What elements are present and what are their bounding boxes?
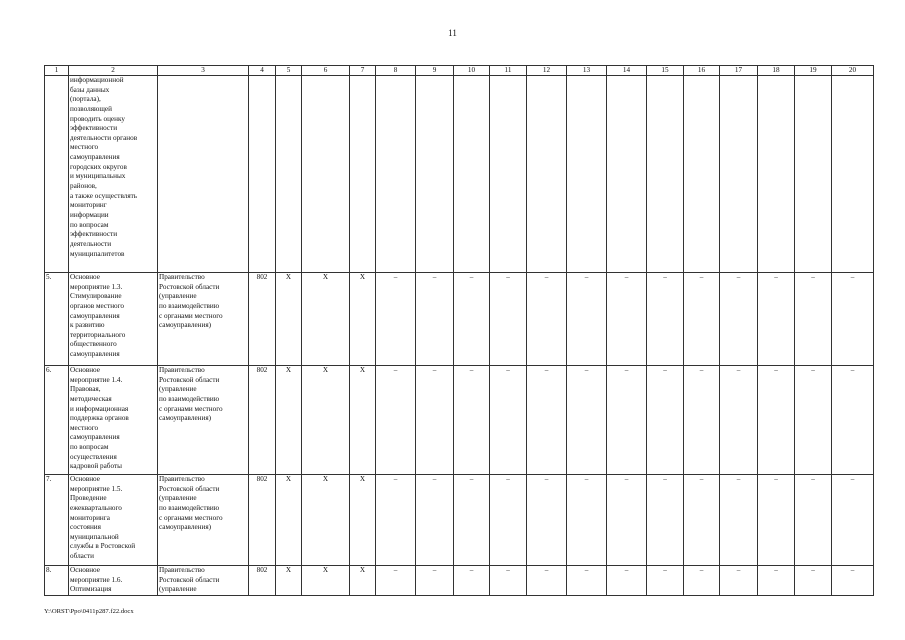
table-cell: – bbox=[647, 366, 684, 475]
table-cell bbox=[158, 76, 249, 273]
table-cell: – bbox=[647, 475, 684, 566]
header-row bbox=[45, 66, 874, 76]
header-cell: 4 bbox=[249, 66, 276, 76]
table-cell: информационной базы данных (портала), позволяющей проводить оценку эффективности деятельности органов местного самоуправления городских округов и муниципальных районов, а также осуществлять мониторинг информации по вопросам эффективности деятельности муниципалитетов bbox=[69, 76, 158, 273]
table-cell: – bbox=[607, 366, 647, 475]
header-cell: 17 bbox=[720, 66, 758, 76]
table-cell bbox=[376, 76, 416, 273]
table-cell: – bbox=[567, 273, 607, 366]
table-cell: Правительство Ростовской области (управление по взаимодействию с органами местного самоуправления) bbox=[158, 273, 249, 366]
table-row bbox=[45, 475, 874, 566]
table-cell: – bbox=[684, 475, 720, 566]
table-cell: – bbox=[758, 273, 795, 366]
table-cell: X bbox=[302, 566, 350, 596]
table-cell: – bbox=[607, 566, 647, 596]
table-cell: – bbox=[720, 475, 758, 566]
table-cell: – bbox=[490, 273, 527, 366]
table-cell: – bbox=[567, 566, 607, 596]
table-cell: 7. bbox=[45, 475, 69, 566]
table-cell bbox=[758, 76, 795, 273]
header-cell: 16 bbox=[684, 66, 720, 76]
header-cell: 10 bbox=[454, 66, 490, 76]
table-cell bbox=[795, 76, 832, 273]
table-cell: X bbox=[276, 475, 302, 566]
table-row bbox=[45, 273, 874, 366]
header-cell: 6 bbox=[302, 66, 350, 76]
table-cell: – bbox=[758, 475, 795, 566]
table-cell: X bbox=[350, 566, 376, 596]
table-cell bbox=[249, 76, 276, 273]
table-cell: – bbox=[527, 273, 567, 366]
header-cell: 18 bbox=[758, 66, 795, 76]
table-cell: – bbox=[376, 273, 416, 366]
table-cell bbox=[684, 76, 720, 273]
header-cell: 9 bbox=[416, 66, 454, 76]
header-cell: 19 bbox=[795, 66, 832, 76]
table-cell: – bbox=[758, 566, 795, 596]
table-cell: – bbox=[795, 475, 832, 566]
table-cell bbox=[302, 76, 350, 273]
header-cell: 12 bbox=[527, 66, 567, 76]
table-cell: – bbox=[416, 566, 454, 596]
table-cell bbox=[832, 76, 874, 273]
table-cell: – bbox=[527, 566, 567, 596]
header-cell: 7 bbox=[350, 66, 376, 76]
table-cell: 802 bbox=[249, 366, 276, 475]
table-cell: – bbox=[454, 566, 490, 596]
table-cell: 8. bbox=[45, 566, 69, 596]
header-cell: 1 bbox=[45, 66, 69, 76]
table-cell: – bbox=[647, 566, 684, 596]
table-cell: X bbox=[302, 475, 350, 566]
table-cell: Правительство Ростовской области (управление bbox=[158, 566, 249, 596]
table-cell: – bbox=[567, 366, 607, 475]
table-cell: – bbox=[607, 273, 647, 366]
table-cell: 5. bbox=[45, 273, 69, 366]
header-cell: 14 bbox=[607, 66, 647, 76]
table-cell: – bbox=[416, 475, 454, 566]
table-cell: – bbox=[567, 475, 607, 566]
table-cell: – bbox=[490, 566, 527, 596]
table-cell: 802 bbox=[249, 273, 276, 366]
table-cell: – bbox=[376, 566, 416, 596]
header-cell: 11 bbox=[490, 66, 527, 76]
table-cell: 6. bbox=[45, 366, 69, 475]
table-cell: – bbox=[795, 366, 832, 475]
table-cell bbox=[647, 76, 684, 273]
table-cell: – bbox=[720, 566, 758, 596]
table-cell: – bbox=[376, 366, 416, 475]
table-cell bbox=[416, 76, 454, 273]
table-cell: – bbox=[832, 273, 874, 366]
table-cell: X bbox=[350, 273, 376, 366]
table-cell: X bbox=[350, 475, 376, 566]
table-cell bbox=[454, 76, 490, 273]
table-cell: X bbox=[276, 366, 302, 475]
table-cell: – bbox=[795, 273, 832, 366]
table-cell: Основное мероприятие 1.4. Правовая, методическая и информационная поддержка органов местного самоуправления по вопросам осуществления кадровой работы bbox=[69, 366, 158, 475]
table-body bbox=[45, 66, 874, 596]
table-cell: 802 bbox=[249, 475, 276, 566]
table-cell bbox=[607, 76, 647, 273]
table-cell: – bbox=[454, 273, 490, 366]
table-cell: Основное мероприятие 1.5. Проведение ежеквартального мониторинга состояния муниципальной службы в Ростовской области bbox=[69, 475, 158, 566]
table-cell: – bbox=[684, 273, 720, 366]
table-cell: Правительство Ростовской области (управление по взаимодействию с органами местного самоуправления) bbox=[158, 366, 249, 475]
file-path: Y:\ORST\Ppo\0411p287.f22.docx bbox=[44, 608, 134, 615]
table-cell: X bbox=[302, 273, 350, 366]
table-cell: – bbox=[527, 366, 567, 475]
table-cell: – bbox=[832, 475, 874, 566]
table-cell: X bbox=[276, 273, 302, 366]
table-cell: – bbox=[720, 366, 758, 475]
table-cell: – bbox=[832, 566, 874, 596]
table-cell: 802 bbox=[249, 566, 276, 596]
table-cell: – bbox=[527, 475, 567, 566]
header-cell: 8 bbox=[376, 66, 416, 76]
page-number: 11 bbox=[448, 28, 457, 38]
table-cell bbox=[567, 76, 607, 273]
table-cell: – bbox=[454, 366, 490, 475]
table-cell: X bbox=[350, 366, 376, 475]
table-cell: – bbox=[454, 475, 490, 566]
table-cell bbox=[490, 76, 527, 273]
table-cell: Основное мероприятие 1.6. Оптимизация bbox=[69, 566, 158, 596]
header-cell: 15 bbox=[647, 66, 684, 76]
table-cell bbox=[350, 76, 376, 273]
table-row bbox=[45, 366, 874, 475]
table-cell bbox=[720, 76, 758, 273]
table-cell: – bbox=[684, 366, 720, 475]
table-row bbox=[45, 566, 874, 596]
table-cell: – bbox=[416, 273, 454, 366]
table-cell: X bbox=[302, 366, 350, 475]
table-cell: – bbox=[490, 475, 527, 566]
table-cell: – bbox=[684, 566, 720, 596]
header-cell: 2 bbox=[69, 66, 158, 76]
table-cell: – bbox=[758, 366, 795, 475]
program-table bbox=[44, 65, 874, 596]
table-cell: Правительство Ростовской области (управление по взаимодействию с органами местного самоуправления) bbox=[158, 475, 249, 566]
header-cell: 13 bbox=[567, 66, 607, 76]
table-cell: – bbox=[795, 566, 832, 596]
table-cell: Основное мероприятие 1.3. Стимулирование органов местного самоуправления к развитию территориального общественного самоуправления bbox=[69, 273, 158, 366]
table-cell: – bbox=[647, 273, 684, 366]
table-cell: – bbox=[490, 366, 527, 475]
table-cell: – bbox=[832, 366, 874, 475]
table-cell: X bbox=[276, 566, 302, 596]
table-cell: – bbox=[416, 366, 454, 475]
table-cell: – bbox=[607, 475, 647, 566]
table-cell: – bbox=[720, 273, 758, 366]
header-cell: 20 bbox=[832, 66, 874, 76]
table-cell bbox=[527, 76, 567, 273]
table-cell bbox=[276, 76, 302, 273]
table-cell bbox=[45, 76, 69, 273]
table-cell: – bbox=[376, 475, 416, 566]
header-cell: 3 bbox=[158, 66, 249, 76]
table-row bbox=[45, 76, 874, 273]
header-cell: 5 bbox=[276, 66, 302, 76]
